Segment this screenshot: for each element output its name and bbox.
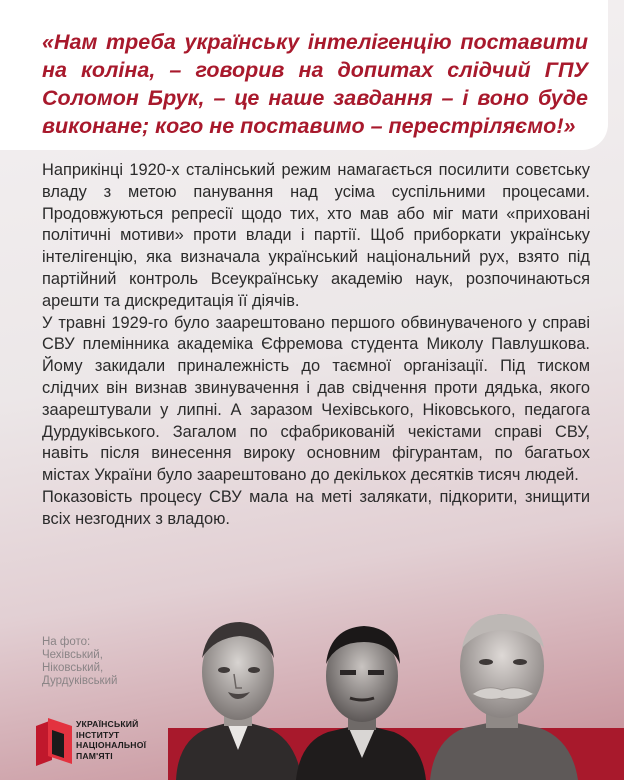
- portrait-chekhivskyi: [176, 622, 302, 780]
- paragraph-1: Наприкінці 1920-х сталінський режим намагається посилити совєтську владу з метою панування над усіма суспільними процесами. Продовжуються репресії щодо тих, хто мав або міг мати «приховані політичні мотиви» проти влади і партії. Щоб приборкати українську інтелігенцію, яка визначала український національний рух, взято під партійний контроль Всеукраїнську академію наук, розпочинаються арешти та дискредитація її діячів.: [42, 161, 590, 310]
- uinp-emblem-icon: [34, 716, 74, 768]
- portrait-nikovskyi: [296, 626, 426, 780]
- portrait-durdukivskyi: [430, 614, 578, 780]
- paragraph-3: Показовість процесу СВУ мала на меті залякати, підкорити, знищити всіх незгодних з владою.: [42, 487, 590, 528]
- portraits-group: [168, 600, 624, 780]
- uinp-logo-text: [76, 719, 186, 761]
- caption-name-3: Дурдуківський: [42, 675, 118, 687]
- article-body: [42, 160, 590, 531]
- logo-line-2: ІНСТИТУТ: [76, 729, 120, 740]
- quote-box: [0, 0, 608, 150]
- paragraph-2: У травні 1929-го було заарештовано першого обвинуваченого у справі СВУ племінника академіка Єфремова студента Миколу Павлушкова. Йому закидали приналежність до таємної організації. Під тиском слідчих він визнав звинувачення і дав свідчення проти дядька, якого заарештували у липні. А заразом Чехівського, Ніковського, педагога Дурдуківського. Загалом по сфабрикованій чекістами справі СВУ, навіть після винесення вироку основним фігурантам, по багатьох містах України було заарештовано до декількох десятків тисяч людей.: [42, 313, 590, 485]
- caption-name-1: Чехівський,: [42, 649, 103, 661]
- uinp-logo: [34, 716, 184, 772]
- photo-caption: [42, 636, 172, 688]
- caption-name-2: Ніковський,: [42, 662, 104, 674]
- quote-text: «Нам треба українську інтелігенцію поставити на коліна, – говорив на допитах слідчий ГПУ Соломон Брук, – це наше завдання – і воно буде виконане; кого не поставимо – перестріляємо!»: [42, 30, 588, 138]
- logo-line-1: УКРАЇНСЬКИЙ: [76, 719, 139, 729]
- logo-line-4: ПАМ'ЯТІ: [76, 750, 113, 761]
- caption-label: На фото:: [42, 636, 91, 648]
- logo-line-3: НАЦІОНАЛЬНОЇ: [76, 740, 147, 750]
